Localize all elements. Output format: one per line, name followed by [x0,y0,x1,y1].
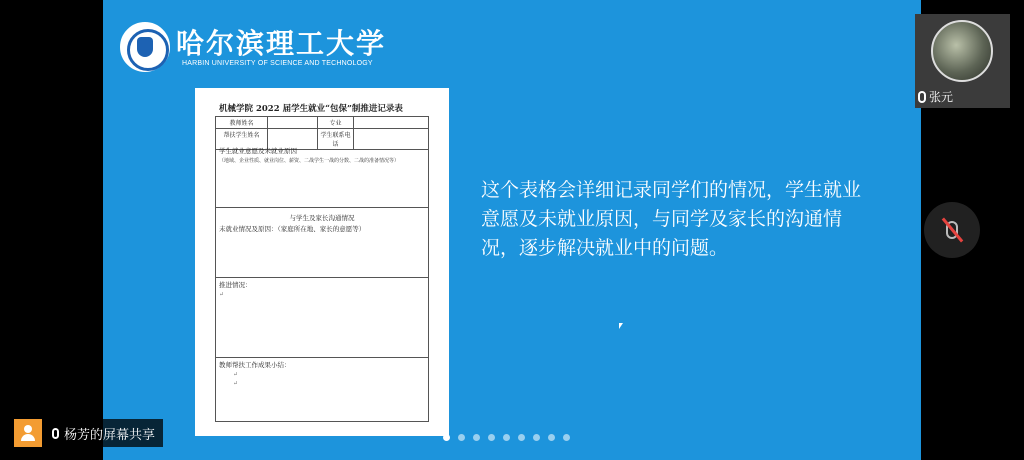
mic-icon [918,91,926,103]
participant-name: 张元 [929,90,954,104]
page-dot[interactable] [563,434,570,441]
return-mark: ↵ [233,371,239,378]
section-summary [215,358,429,422]
logo-en-text: HARBIN UNIVERSITY OF SCIENCE AND TECHNOLOGY [182,60,373,67]
section-family-communication [215,208,429,278]
major-label: 专业 [318,117,354,129]
section2-heading: 与学生及家长沟通情况 [289,214,355,222]
return-mark: ↵ [219,291,225,298]
participant-video-tile[interactable] [915,14,1010,108]
page-dot[interactable] [443,434,450,441]
section1-title: 学生就业意愿及未就业原因 [219,147,297,155]
major-value [354,117,429,129]
return-mark: ↵ [233,380,239,387]
record-form-document [195,88,449,436]
section-progress [215,278,429,358]
page-dot[interactable] [458,434,465,441]
section3-text: 推进情况： [219,281,252,289]
university-logo [120,22,400,74]
slide-caption: 这个表格会详细记录同学们的情况，学生就业意愿及未就业原因，与同学及家长的沟通情况，逐步解决就业中的问题。 [481,179,862,259]
page-dot[interactable] [503,434,510,441]
shared-slide [103,0,921,460]
mouse-cursor-icon [619,323,623,329]
university-seal-icon [120,22,170,72]
page-dot[interactable] [548,434,555,441]
student-phone-label: 学生联系电话 [318,129,354,150]
mic-icon [52,428,59,439]
page-dot[interactable] [533,434,540,441]
avatar [931,20,993,82]
section4-text: 教师帮扶工作成果小结： [219,361,291,369]
screen-share-label[interactable] [14,419,163,447]
mute-toggle-button[interactable] [924,202,980,258]
student-name-label: 帮扶学生姓名 [216,129,268,150]
page-dot[interactable] [518,434,525,441]
logo-cn-text: 哈尔滨理工大学 [176,27,387,60]
section1-subtitle: （地域、企业性质、就业岗位、薪资、二战学生一战的分数、二战的准备情况等） [219,158,400,164]
teacher-name-label: 教师姓名 [216,117,268,129]
person-icon [14,419,42,447]
page-dot[interactable] [488,434,495,441]
document-title: 机械学院 2022 届学生就业“包保”制推进记录表 [219,104,403,114]
section2-text: 未就业情况及原因：（家庭所在地、家长的意愿等） [219,225,366,233]
page-dot[interactable] [473,434,480,441]
share-label-text: 杨芳的屏幕共享 [64,427,156,443]
teacher-name-value [268,117,318,129]
section-employment-intent [215,144,429,208]
participant-name-tag [918,88,953,105]
page-indicator[interactable] [443,434,570,442]
